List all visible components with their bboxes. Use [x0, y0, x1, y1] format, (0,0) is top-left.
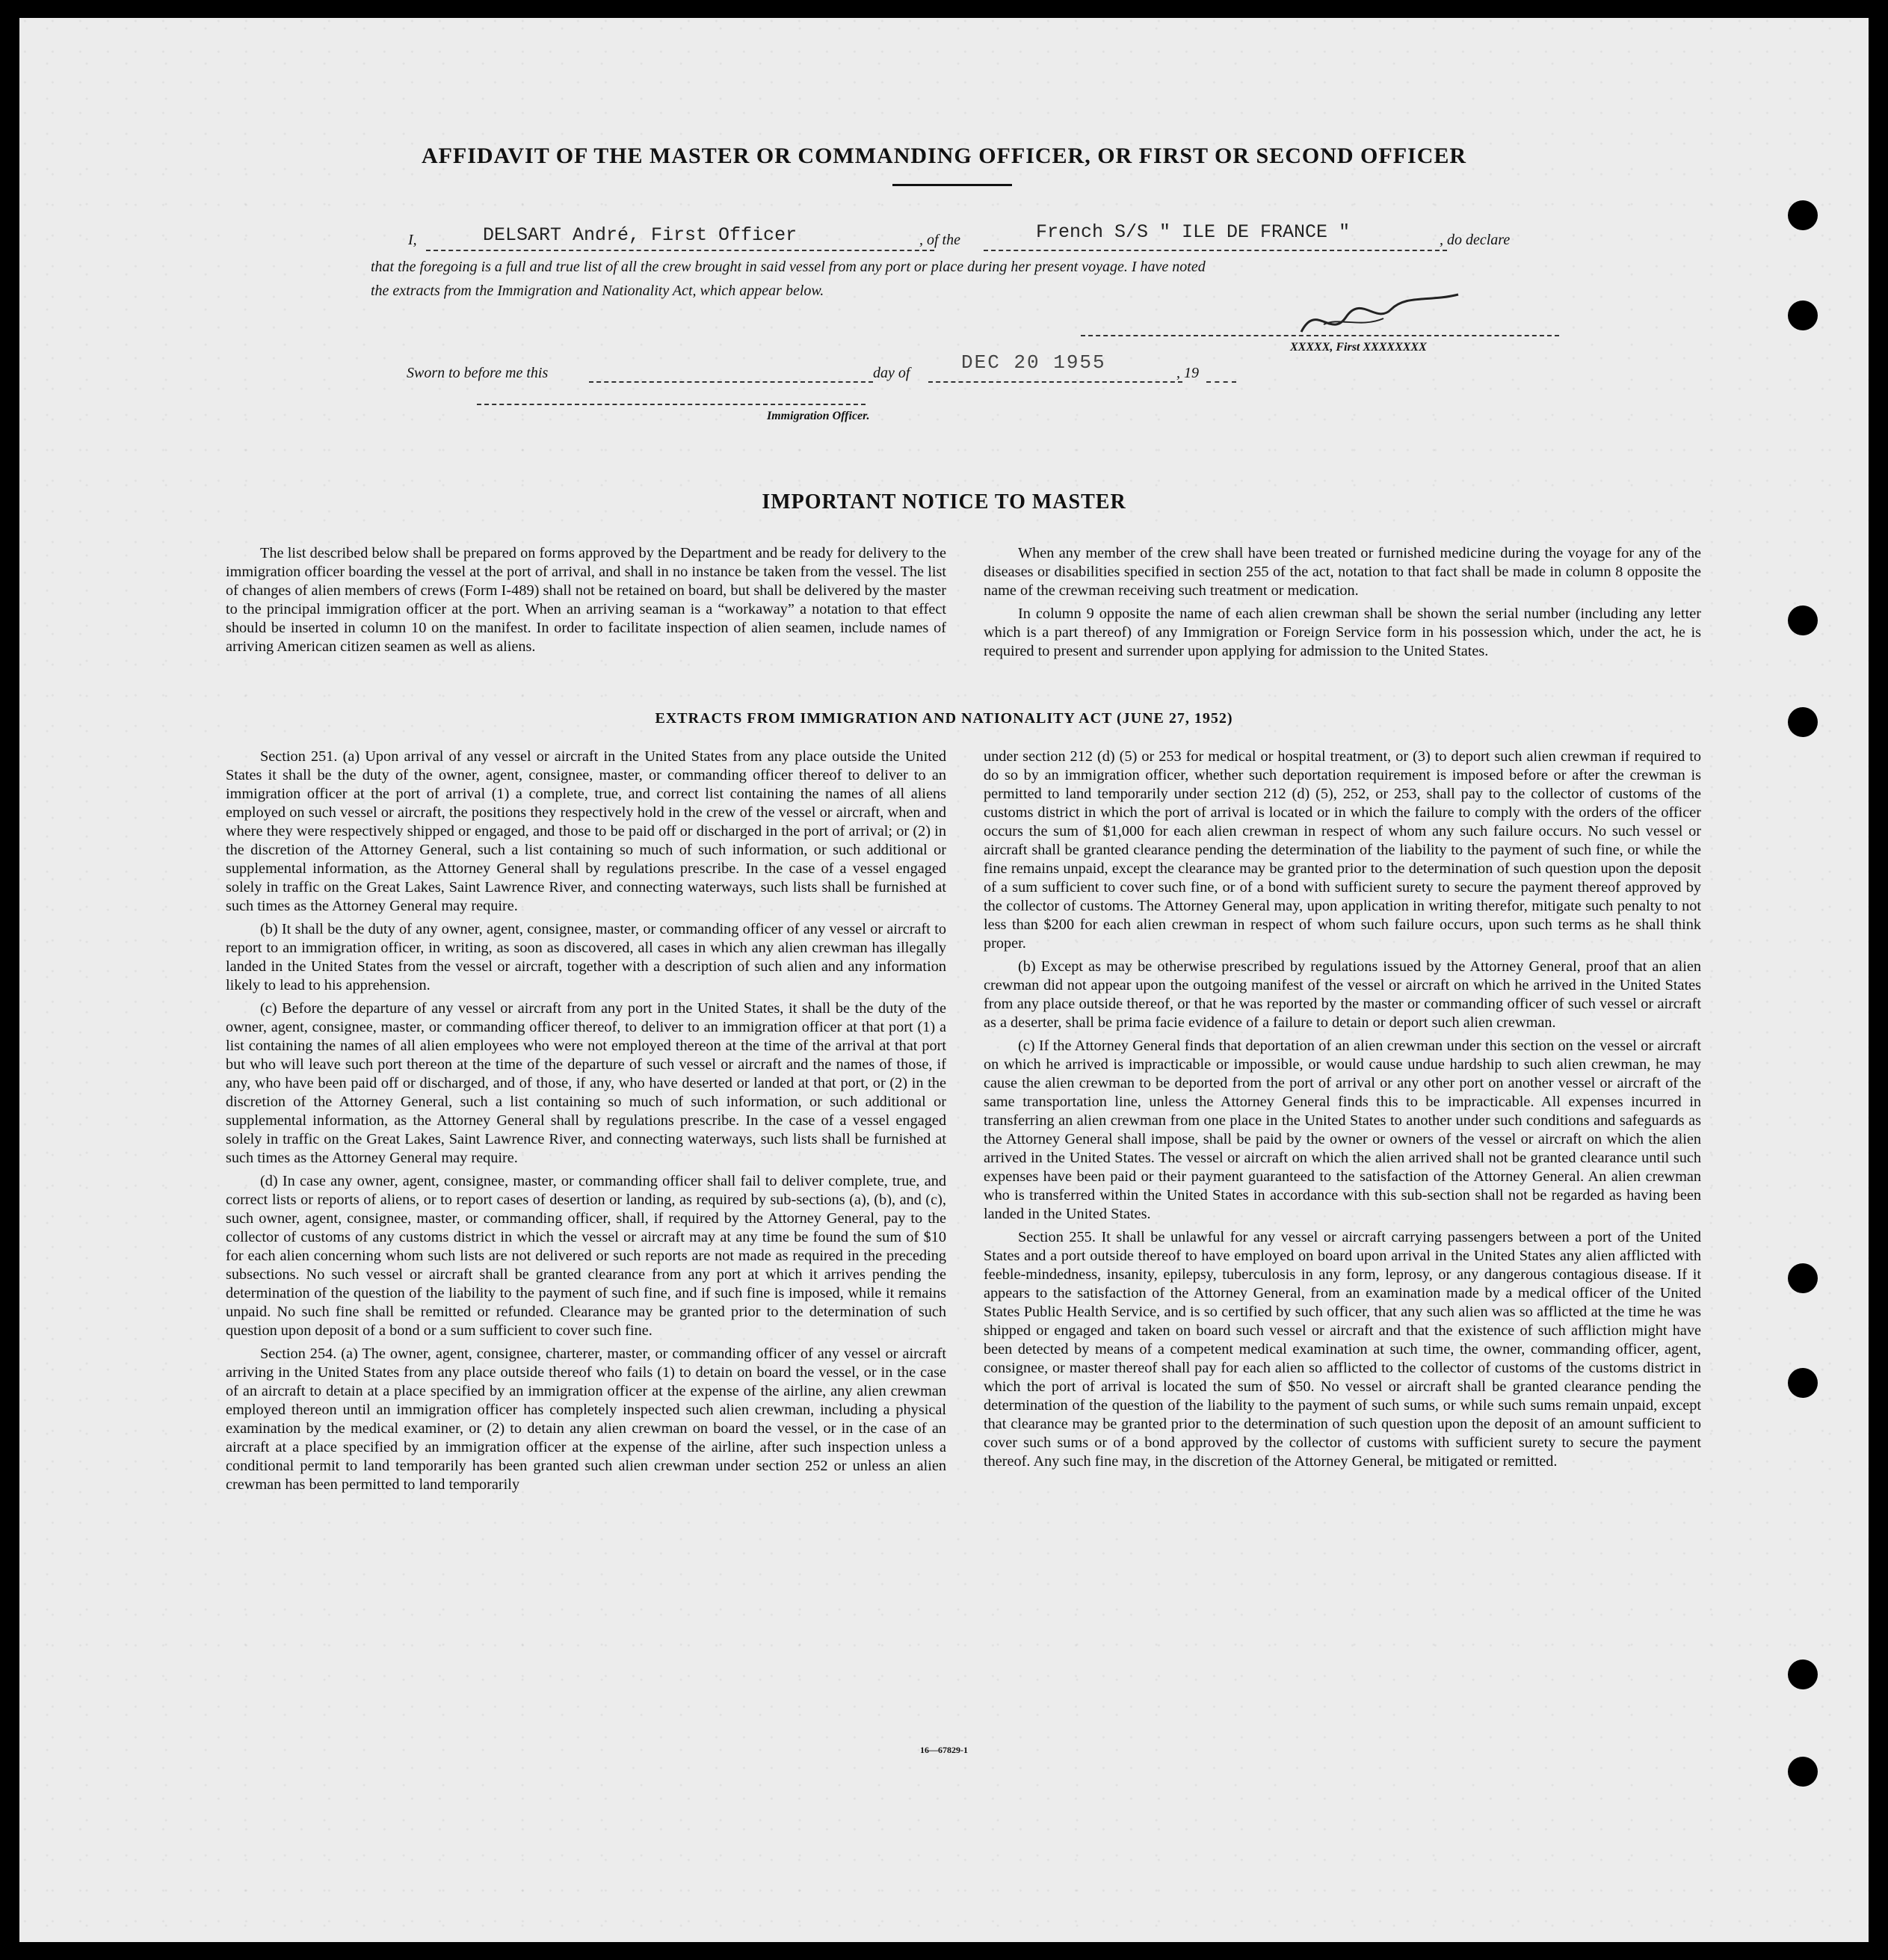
section-251-b: (b) It shall be the duty of any owner, agent, consignee, master, or commanding officer of any vessel or aircraft to report to an immigration officer, in writing, as soon as discovered, all cases in which any alien crewman has illegally landed in the United States from the vessel or aircraft, together with a description of such alien and any information likely to lead to his apprehension. [226, 921, 946, 993]
section-251-c: (c) Before the departure of any vessel or aircraft from any port in the United States, it shall be the duty of the owner, agent, consignee, master, or commanding officer thereof, to deliver to an immigration officer at that port (1) a list containing the names of all alien employees who were not employed thereon at the time of the arrival at that port but who will leave such port thereon at the time of the departure of such vessel or aircraft and the names of those, if any, who have been paid off or discharged, and of those, if any, who have deserted or landed at that port, or (2) in the discretion of the Attorney General, such a list containing so much of such information, or such additional or supplemental information, as the Attorney General shall by regulations prescribe. In the case of a vessel engaged solely in traffic on the Great Lakes, Saint Lawrence River, and connecting waterways, such lists shall be furnished at such times as the Attorney General may require. [226, 1000, 946, 1166]
do-declare-label: , do declare [1440, 232, 1511, 248]
punch-hole [1788, 301, 1818, 330]
sworn-day-underline [589, 381, 873, 383]
punch-hole [1788, 1263, 1818, 1293]
notice-title: IMPORTANT NOTICE TO MASTER [762, 490, 1126, 514]
vessel-name: French S/S " ILE DE FRANCE " [1036, 221, 1351, 243]
notice-right-paragraph-1: When any member of the crew shall have been treated or furnished medicine during the voyage for any of the diseases or disabilities specified in section 255 of the act, notation to that fact shall be made in column 8 opposite the name of the crewman receiving such treatment or medication. [984, 545, 1701, 599]
signature-caption: XXXXX, First XXXXXXXX [1290, 341, 1427, 354]
section-254-c: (c) If the Attorney General finds that deportation of an alien crewman under this section on the vessel or aircraft on which he arrived is impracticable or impossible, or would cause undue hardship to such alien crewman, he may cause the alien crewman to be deported from the port of arrival or any other port on another vessel or aircraft of the same transportation line, unless the Attorney General finds this to be impracticable. All expenses incurred in transferring an alien crewman from one place in the United States to another under such conditions and safeguards as the Attorney General shall impose, shall be paid by the owner or owners of the vessel or aircraft on which the alien arrived in the United States. The vessel or aircraft on which the alien arrived shall not be granted clearance until such expenses have been paid or their payment guaranteed to the satisfaction of the Attorney General. An alien crewman who is transferred within the United States in accordance with this sub-section shall not be regarded as having been landed in the United States. [984, 1038, 1701, 1222]
section-254-b: (b) Except as may be otherwise prescribed by regulations issued by the Attorney General, proof that an alien crewman did not appear upon the outgoing manifest of the vessel or aircraft on which he arrived in the United States from any place outside thereof, or that he was reported by the master or commanding officer of such vessel or aircraft as a deserter, shall be prima facie evidence of a failure to detain or deport such alien crewman. [984, 958, 1701, 1031]
year-prefix: , 19 [1176, 365, 1199, 381]
punch-hole [1788, 1659, 1818, 1689]
section-251-d: (d) In case any owner, agent, consignee, master, or commanding officer shall fail to deliver complete, true, and correct lists or reports of aliens, or to report cases of desertion or landing, as required by sub-sections (a), (b), and (c), such owner, agent, consignee, master, or commanding officer, shall, if required by the Attorney General, pay to the collector of customs of any customs district in which the vessel or aircraft may at any time be found the sum of $10 for each alien concerning whom such lists are not delivered or such reports are not made as required in the preceding subsections. No such vessel or aircraft shall be granted clearance from any port at which it arrives pending the determination of the question of the liability to the payment of such fine, and if such fine is imposed, while it remains unpaid. No such fine shall be remitted or refunded. Clearance may be granted prior to the determination of such question upon deposit of a bond or a sum sufficient to cover such fine. [226, 1173, 946, 1339]
day-of-label: day of [873, 365, 910, 381]
declarant-name: DELSART André, First Officer [483, 224, 798, 246]
section-254-a: Section 254. (a) The owner, agent, consignee, charterer, master, or commanding officer of any vessel or aircraft arriving in the United States from any place outside thereof who fails (1) to detain on board the vessel, or in the case of an aircraft to detain at a place specified by an immigration officer at the expense of the airline, any alien crewman employed thereon until an immigration officer has completely inspected such alien crewman, including a physical examination by the medical examiner, or (2) to detain any alien crewman on board the vessel, or in the case of an aircraft at a place specified by an immigration officer at the expense of the airline, after such inspection unless a conditional permit to land temporarily has been granted such alien crewman under section 252 or unless an alien crewman has been permitted to land temporarily [226, 1346, 946, 1493]
notice-right-paragraph-2: In column 9 opposite the name of each alien crewman shall be shown the serial number (including any letter which is a part thereof) of any Immigration or Foreign Service form in his possession which, under the act, he is required to present and surrender upon applying for admission to the United States. [984, 605, 1701, 659]
vessel-underline [984, 250, 1447, 251]
punch-hole [1788, 605, 1818, 635]
sworn-month-underline [928, 381, 1182, 383]
officer-signature-line [477, 404, 866, 405]
document-page [19, 18, 1869, 1942]
of-the-label: , of the [919, 232, 960, 248]
section-255: Section 255. It shall be unlawful for any vessel or aircraft carrying passengers between a port of the United States and a port outside thereof to have employed on board upon arrival in the United States any alien afflicted with feeble-mindedness, insanity, epilepsy, tuberculosis in any form, leprosy, or any dangerous contagious disease. If it appears to the satisfaction of the Attorney General, from an examination made by a medical officer of the United States Public Health Service, and is so certified by such officer, that any such alien was so afflicted at the time he was shipped or engaged and taken on board such vessel or aircraft and that the existence of such affliction might have been detected by means of a competent medical examination at such time, the owner, commanding officer, agent, consignee, or master thereof shall pay for each alien so afflicted to the collector of customs of the customs district in which the port of arrival is located the sum of $50. No vessel or aircraft shall be granted clearance pending the determination of the question of the liability to the payment of such sums, or while such sums remain unpaid, except that clearance may be granted prior to the determination of such question upon the deposit of an amount sufficient to cover such sums or of a bond approved by the collector of customs with sufficient surety to secure the payment thereof. Any such fine may, in the discretion of the Attorney General, be mitigated or remitted. [984, 1229, 1701, 1470]
date-stamp: DEC 20 1955 [961, 351, 1106, 374]
declaration-line-2: that the foregoing is a full and true list of all the crew brought in said vessel from any port or place during her present voyage. I have noted [371, 259, 1206, 275]
punch-hole [1788, 1757, 1818, 1787]
declaration-line-3: the extracts from the Immigration and Nationality Act, which appear below. [371, 283, 824, 299]
title-underline [892, 184, 1012, 186]
punch-hole [1788, 1368, 1818, 1398]
signature-line [1081, 335, 1559, 336]
declarant-underline [426, 250, 934, 251]
year-underline [1206, 381, 1236, 383]
declaration-prefix: I, [408, 232, 417, 248]
extracts-title: EXTRACTS FROM IMMIGRATION AND NATIONALITY ACT (JUNE 27, 1952) [655, 710, 1233, 727]
extracts-right-column [984, 748, 1701, 1476]
notice-left-column [226, 544, 946, 661]
punch-hole [1788, 200, 1818, 230]
affidavit-title: AFFIDAVIT OF THE MASTER OR COMMANDING OFFICER, OR FIRST OR SECOND OFFICER [421, 144, 1467, 168]
extracts-left-column [226, 748, 946, 1499]
section-251-a: Section 251. (a) Upon arrival of any vessel or aircraft in the United States from any place outside the United States it shall be the duty of the owner, agent, consignee, master, or commanding officer thereof to deliver to an immigration officer at the port of arrival (1) a complete, true, and correct list containing the names of all aliens employed on such vessel or aircraft, the positions they respectively hold in the crew of the vessel or aircraft, when and where they were respectively shipped or engaged, and those to be paid off or discharged in the port of arrival; or (2) in the discretion of the Attorney General, such a list containing so much of such information, or such additional or supplemental information, as the Attorney General shall by regulations prescribe. In the case of a vessel engaged solely in traffic on the Great Lakes, Saint Lawrence River, and connecting waterways, such lists shall be furnished at such times as the Attorney General may require. [226, 748, 946, 914]
handwritten-signature [1294, 287, 1466, 347]
sworn-label: Sworn to before me this [407, 365, 549, 381]
section-254-a-continued: under section 212 (d) (5) or 253 for medical or hospital treatment, or (3) to deport such alien crewman if required to do so by an immigration officer, whether such deportation requirement is imposed before or after the crewman is permitted to land temporarily under section 212 (d) (5), 252, or 253, shall pay to the collector of customs of the customs district in which the port of arrival is located or in which the failure to comply with the orders of the officer occurs the sum of $1,000 for each alien crewman in respect of whom any such failure occurs. No such vessel or aircraft shall be granted clearance pending the determination of the liability to the payment of such fine, or while the fine remains unpaid, except the clearance may be granted prior to the determination of such question upon the deposit of a sum sufficient to cover such fine, or of a bond with sufficient surety to secure the payment thereof approved by the collector of customs. The Attorney General may, upon application in writing therefor, mitigate such penalty to not less than $200 for each alien crewman in respect of whom such failure occurs, upon such terms as he shall think proper. [984, 748, 1701, 952]
immigration-officer-label: Immigration Officer. [767, 410, 870, 422]
notice-right-column [984, 544, 1701, 665]
form-code: 16—67829-1 [920, 1745, 968, 1755]
notice-left-paragraph: The list described below shall be prepared on forms approved by the Department and be ready for delivery to the immigration officer boarding the vessel at the port of arrival, and shall in no instance be taken from the vessel. The list of changes of alien members of crews (Form I-489) shall not be retained on board, but shall be delivered by the master to the principal immigration officer at the port. When an arriving seaman is a “workaway” a notation to that effect should be inserted in column 10 on the manifest. In order to facilitate inspection of alien seamen, include names of arriving American citizen seamen as well as aliens. [226, 545, 946, 655]
